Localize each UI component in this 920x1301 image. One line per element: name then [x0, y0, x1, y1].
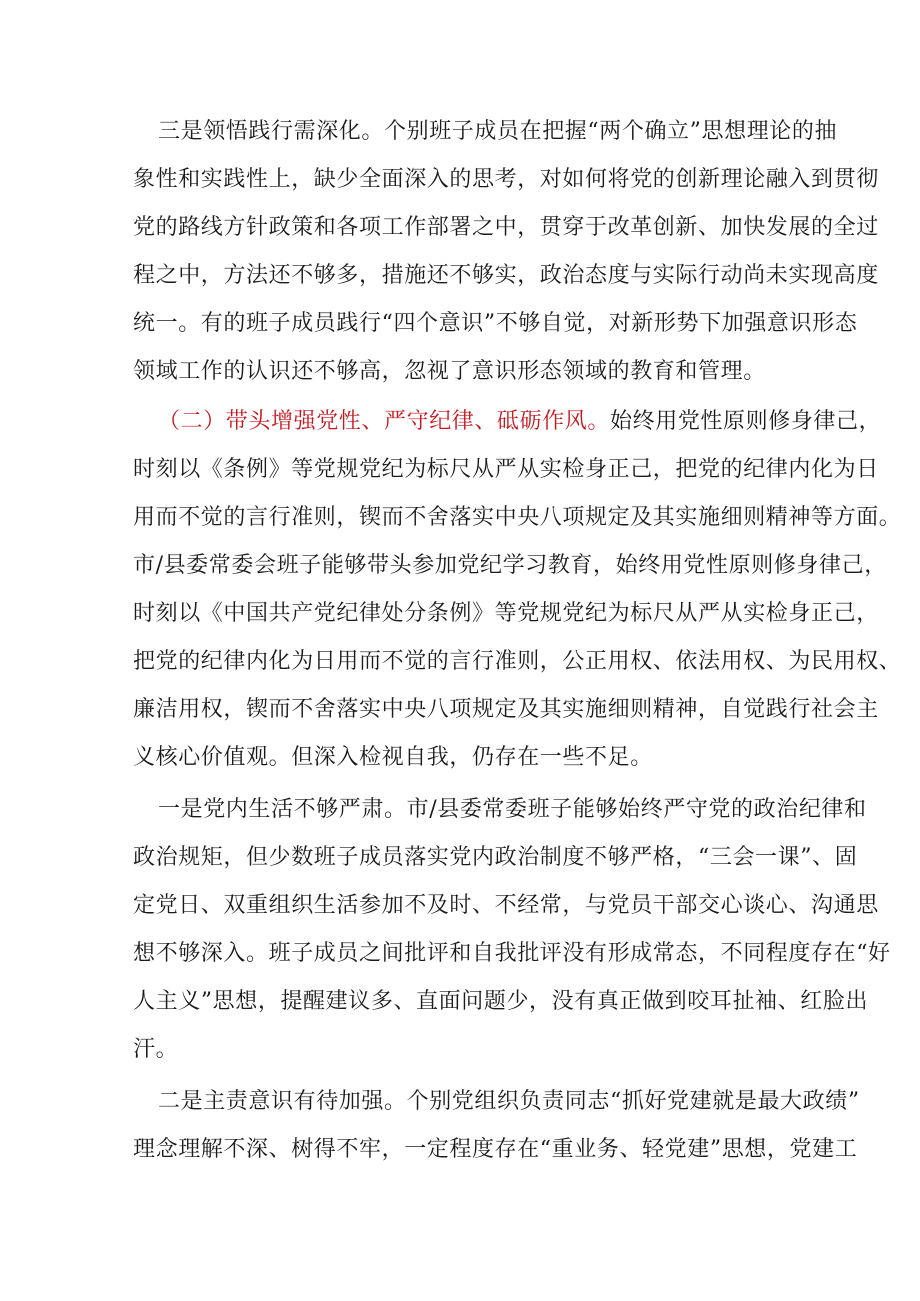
section-heading-line [158, 407, 920, 437]
paragraph-line: 把党的纪律内化为日用而不觉的言行准则，公正用权、依法用权、为民用权、 [133, 649, 902, 674]
paragraph-line: 时刻以《条例》等党规党纪为标尺从严从实检身正己，把党的纪律内化为日 [133, 457, 879, 482]
paragraph-line: 廉洁用权，锲而不舍落实中央八项规定及其实施细则精神，自觉践行社会主 [133, 697, 879, 722]
paragraph-line: 人主义”思想，提醒建议多、直面问题少，没有真正做到咬耳扯袖、红脸出 [133, 989, 869, 1014]
paragraph-line: 三是领悟践行需深化。个别班子成员在把握“两个确立”思想理论的抽 [158, 119, 838, 144]
paragraph-line: 市/县委常委会班子能够带头参加党纪学习教育，始终用党性原则修身律己， [133, 553, 887, 578]
section-heading: （二）带头增强党性、严守纪律、砥砺作风。 [158, 409, 611, 434]
paragraph-line: 领域工作的认识还不够高，忽视了意识形态领域的教育和管理。 [133, 359, 766, 384]
paragraph-line: 用而不觉的言行准则，锲而不舍落实中央八项规定及其实施细则精神等方面。 [133, 505, 902, 530]
paragraph-line: 一是党内生活不够严肃。市/县委常委班子能够始终严守党的政治纪律和 [158, 797, 867, 822]
paragraph-line: 程之中，方法还不够多，措施还不够实，政治态度与实际行动尚未实现高度 [133, 263, 879, 288]
section-heading-tail: 始终用党性原则修身律己， [610, 409, 882, 434]
paragraph-line: 定党日、双重组织生活参加不及时、不经常，与党员干部交心谈心、沟通思 [133, 893, 879, 918]
paragraph-line: 统一。有的班子成员践行“四个意识”不够自觉，对新形势下加强意识形态 [133, 311, 858, 336]
paragraph-line: 想不够深入。班子成员之间批评和自我批评没有形成常态，不同程度存在“好 [133, 941, 891, 966]
paragraph-line: 党的路线方针政策和各项工作部署之中，贯穿于改革创新、加快发展的全过 [133, 215, 879, 240]
paragraph-line: 二是主责意识有待加强。个别党组织负责同志“抓好党建就是最大政绩” [158, 1089, 860, 1114]
paragraph-line: 政治规矩，但少数班子成员落实党内政治制度不够严格，“三会一课”、固 [133, 845, 858, 870]
paragraph-line: 象性和实践性上，缺少全面深入的思考，对如何将党的创新理论融入到贯彻 [133, 167, 879, 192]
paragraph-line: 时刻以《中国共产党纪律处分条例》等党规党纪为标尺从严从实检身正己， [133, 601, 879, 626]
paragraph-line: 义核心价值观。但深入检视自我，仍存在一些不足。 [133, 745, 653, 770]
paragraph-line: 理念理解不深、树得不牢，一定程度存在“重业务、轻党建”思想，党建工 [133, 1137, 858, 1162]
paragraph-line: 汗。 [133, 1037, 179, 1062]
